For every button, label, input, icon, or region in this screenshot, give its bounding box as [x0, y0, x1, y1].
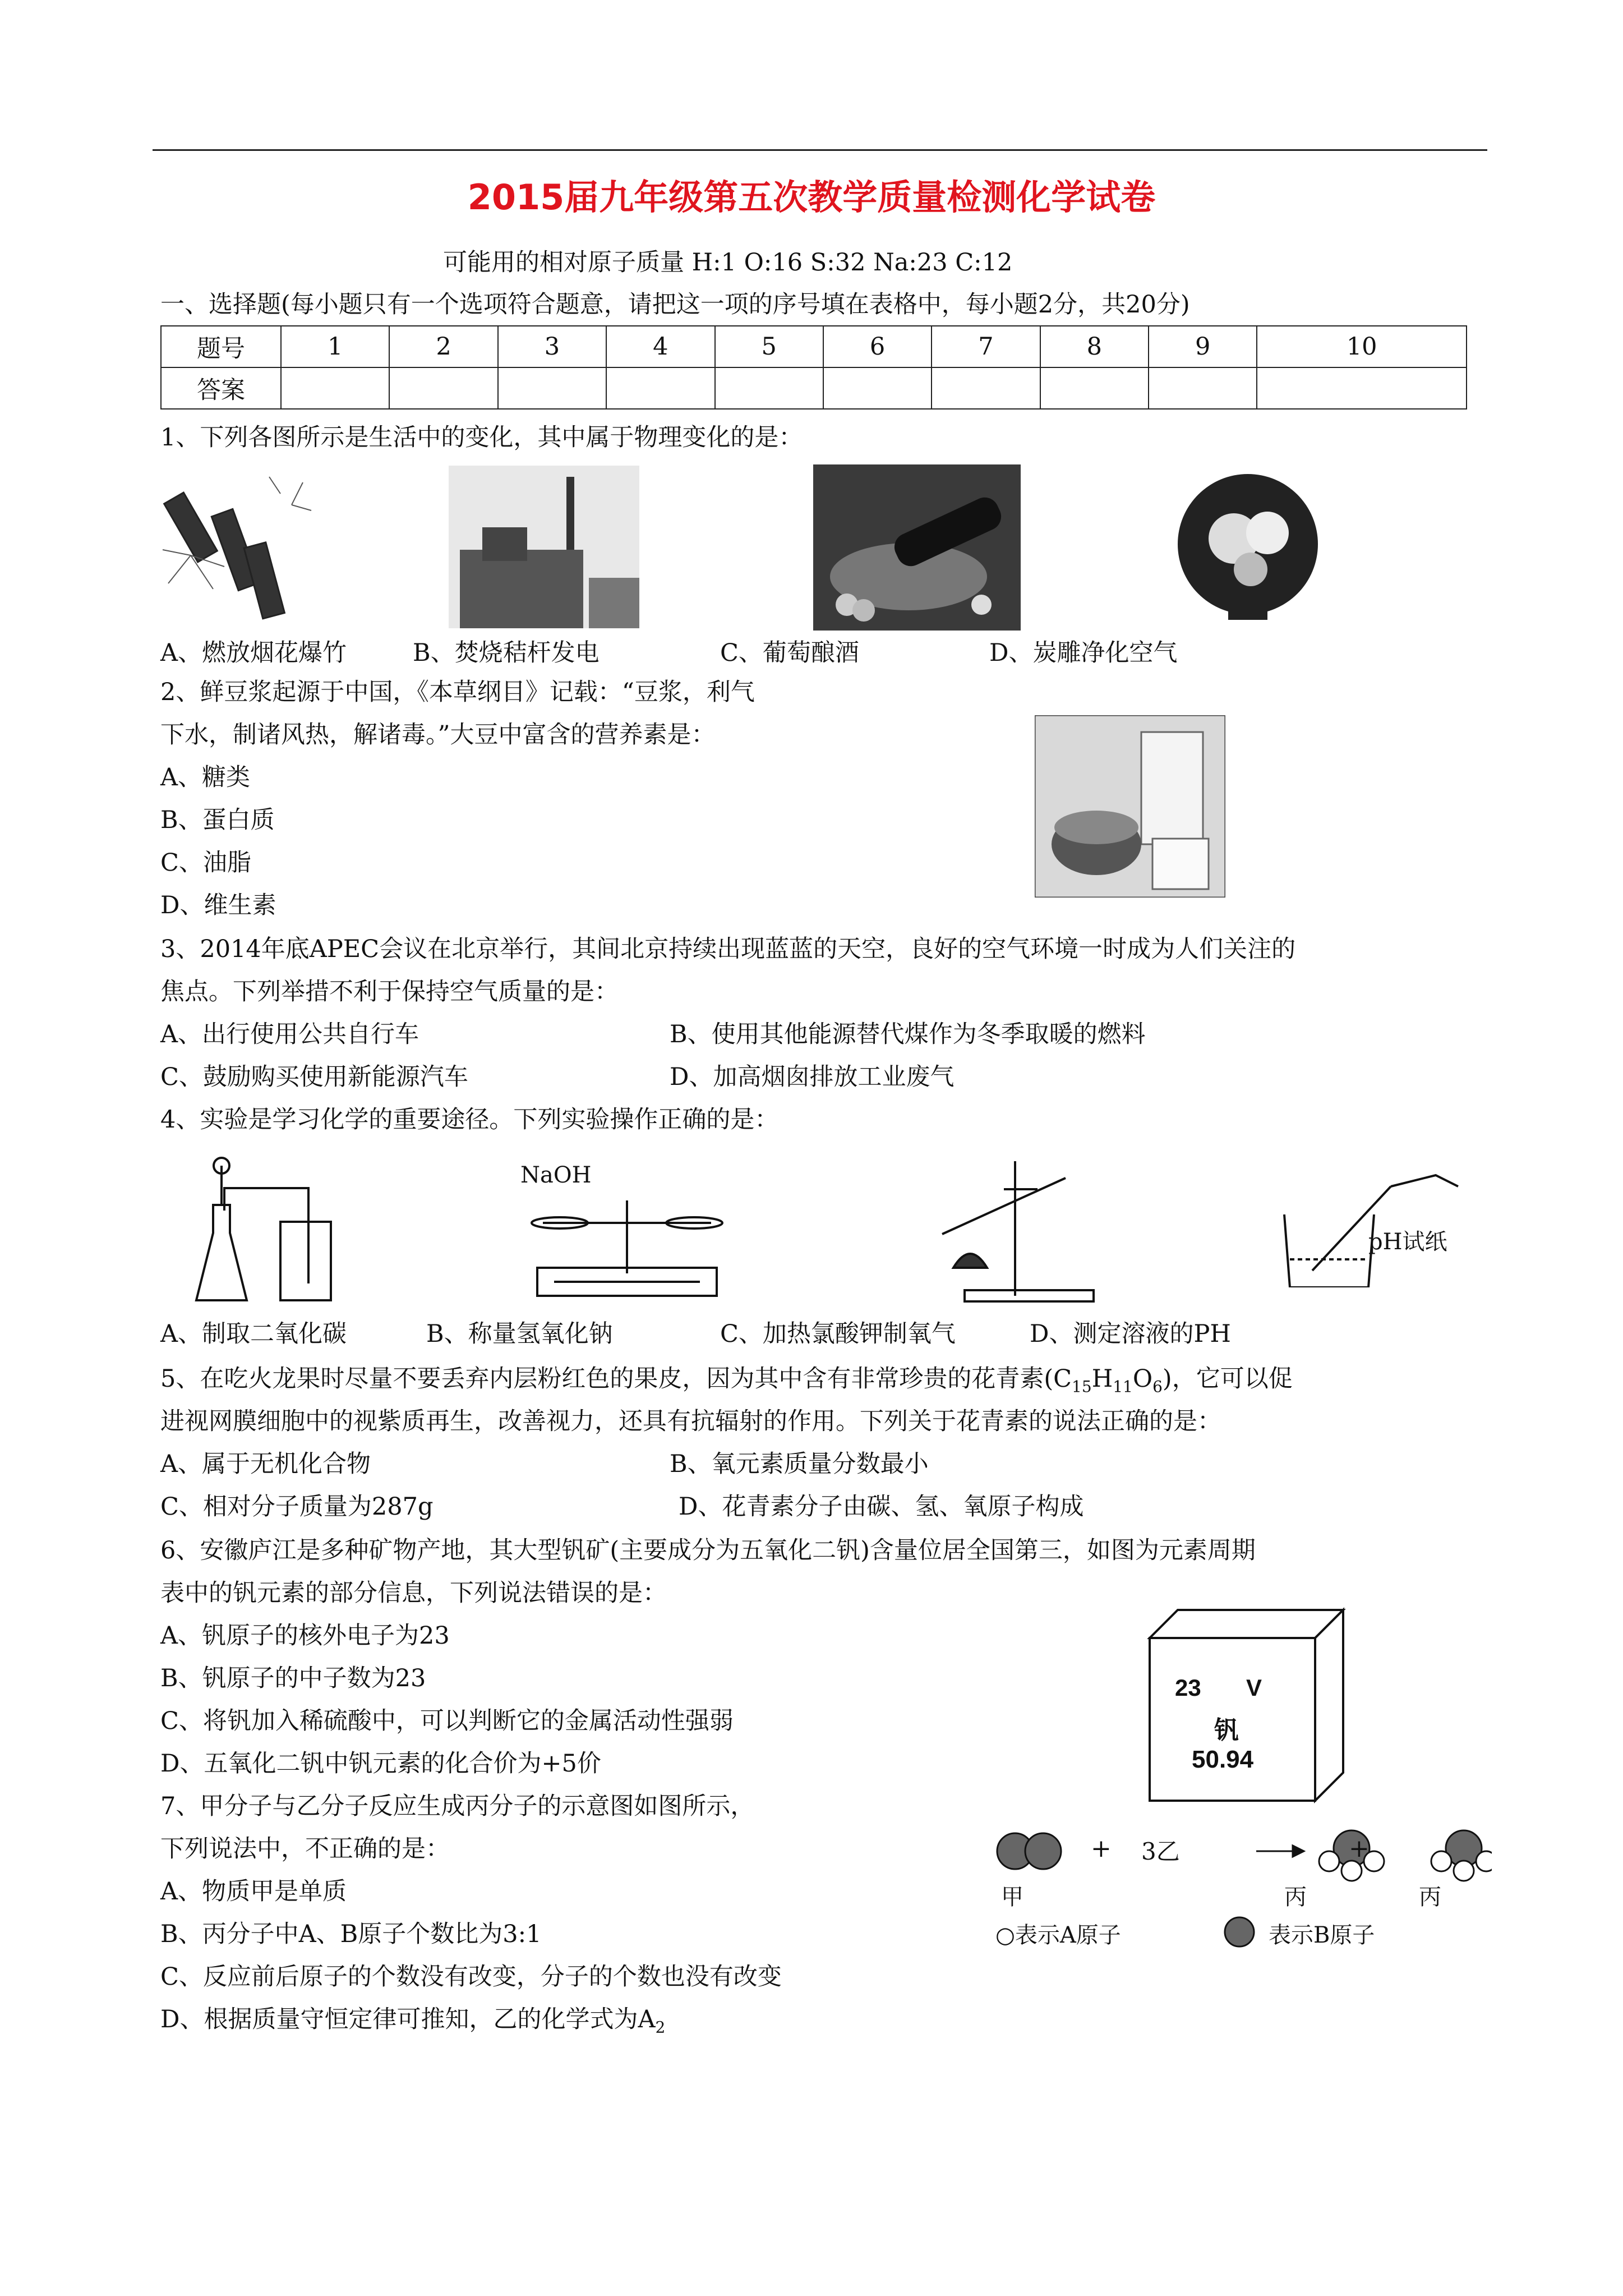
label-bing-1: 丙 [1284, 1884, 1307, 1910]
q1-option-a: A、燃放烟花爆竹 [160, 639, 347, 667]
q7-stem-1: 7、甲分子与乙分子反应生成丙分子的示意图如图所示， [160, 1792, 755, 1820]
q5-stem-1: 5、在吃火龙果时尽量不要丢弃内层粉红色的果皮，因为其中含有非常珍贵的花青素$(C_{15}H_{11}O_6)$，它可以促 [160, 1365, 1293, 1396]
wine-image [813, 464, 1021, 631]
plus-sign: + [1349, 1834, 1370, 1863]
q6-option-d: D、五氧化二钒中钒元素的化合价为+5价 [160, 1750, 601, 1778]
q4-option-d: D、测定溶液的PH [1030, 1320, 1231, 1348]
vanadium-element-cube [1144, 1604, 1352, 1806]
ph-paper-label: pH试纸 [1368, 1229, 1447, 1255]
q4-option-b: B、称量氢氧化钠 [426, 1320, 613, 1348]
soy-milk-image [1035, 715, 1225, 898]
table-cell: 9 [1149, 326, 1257, 367]
heating-apparatus-image [931, 1156, 1099, 1307]
q6-option-b: B、钒原子的中子数为23 [160, 1664, 426, 1692]
table-cell: 2 [389, 326, 497, 367]
q3-option-c: C、鼓励购买使用新能源汽车 [160, 1063, 468, 1091]
q7-stem-2: 下列说法中，不正确的是： [160, 1835, 450, 1863]
table-cell: 1 [281, 326, 389, 367]
q2-stem-2: 下水，制诸风热，解诸毒。”大豆中富含的营养素是： [160, 721, 716, 749]
answer-cell[interactable] [498, 367, 606, 409]
answer-cell[interactable] [389, 367, 497, 409]
co2-apparatus-image [179, 1154, 342, 1306]
table-cell: 7 [932, 326, 1040, 367]
answer-cell[interactable] [932, 367, 1040, 409]
label-jia: 甲 [1001, 1884, 1023, 1910]
element-number: 23 [1175, 1674, 1201, 1701]
section1-heading: 一、选择题(每小题只有一个选项符合题意，请把这一项的序号填在表格中，每小题2分，共20分) [160, 291, 1190, 319]
firecracker-image [157, 471, 314, 623]
q2-option-b: B、蛋白质 [160, 806, 275, 834]
legend-b-atom: 表示B原子 [1269, 1922, 1375, 1948]
table-cell: 8 [1040, 326, 1149, 367]
q5-option-a: A、属于无机化合物 [160, 1450, 371, 1478]
table-cell: 3 [498, 326, 606, 367]
q1-option-c: C、葡萄酿酒 [720, 639, 859, 667]
element-mass: 50.94 [1192, 1746, 1254, 1773]
answer-cell[interactable] [606, 367, 714, 409]
top-rule [153, 149, 1487, 151]
answer-cell[interactable] [1257, 367, 1467, 409]
q3-stem-1: 3、2014年底APEC会议在北京举行，其间北京持续出现蓝蓝的天空，良好的空气环境一时成为人们关注的 [160, 935, 1296, 963]
table-cell: 答案 [161, 367, 281, 409]
q3-stem-2: 焦点。下列举措不利于保持空气质量的是： [160, 978, 619, 1006]
table-cell: 6 [823, 326, 932, 367]
q6-stem-2: 表中的钒元素的部分信息，下列说法错误的是： [160, 1579, 667, 1607]
q5-stem-2: 进视网膜细胞中的视紫质再生，改善视力，还具有抗辐射的作用。下列关于花青素的说法正确的是： [160, 1407, 1221, 1435]
q3-option-b: B、使用其他能源替代煤作为冬季取暖的燃料 [670, 1020, 1146, 1048]
atomic-mass-note: 可能用的相对原子质量 H:1 O:16 S:32 Na:23 C:12 [443, 249, 1013, 277]
q3-option-d: D、加高烟囱排放工业废气 [670, 1063, 955, 1091]
table-cell: 10 [1257, 326, 1467, 367]
naoh-label: NaOH [520, 1162, 592, 1188]
q5-option-b: B、氧元素质量分数最小 [670, 1450, 929, 1478]
table-row [161, 326, 1467, 367]
element-name: 钒 [1214, 1716, 1239, 1745]
q6-option-a: A、钒原子的核外电子为23 [160, 1622, 450, 1650]
answer-cell[interactable] [1040, 367, 1149, 409]
q4-stem: 4、实验是学习化学的重要途径。下列实验操作正确的是： [160, 1106, 779, 1134]
q1-option-d: D、炭雕净化空气 [989, 639, 1178, 667]
q2-option-d: D、维生素 [160, 891, 276, 919]
reaction-diagram [987, 1818, 1492, 1896]
q3-option-a: A、出行使用公共自行车 [160, 1020, 419, 1048]
q2-option-c: C、油脂 [160, 849, 251, 877]
q7-option-b: B、丙分子中A、B原子个数比为3:1 [160, 1920, 542, 1948]
b-atom-icon [1223, 1915, 1256, 1949]
q4-option-c: C、加热氯酸钾制氧气 [720, 1320, 956, 1348]
label-bing-2: 丙 [1419, 1884, 1441, 1910]
q4-option-a: A、制取二氧化碳 [160, 1320, 347, 1348]
coefficient-yi: 3乙 [1141, 1838, 1180, 1865]
answer-cell[interactable] [1149, 367, 1257, 409]
plus-sign: + [1091, 1834, 1112, 1863]
table-cell: 题号 [161, 326, 281, 367]
element-symbol: V [1246, 1674, 1262, 1701]
answer-cell[interactable] [823, 367, 932, 409]
q5-option-d: D、花青素分子由碳、氢、氧原子构成 [679, 1493, 1084, 1521]
answer-cell[interactable] [281, 367, 389, 409]
legend-a-atom: ○表示A原子 [995, 1922, 1121, 1948]
answer-cell[interactable] [715, 367, 823, 409]
q2-option-a: A、糖类 [160, 763, 251, 792]
balance-image [520, 1189, 734, 1301]
q1-stem: 1、下列各图所示是生活中的变化，其中属于物理变化的是： [160, 424, 803, 452]
charcoal-carving-image [1172, 471, 1324, 623]
q1-option-b: B、焚烧秸杆发电 [413, 639, 600, 667]
power-plant-image [449, 466, 639, 628]
q6-stem-1: 6、安徽庐江是多种矿物产地，其大型钒矿(主要成分为五氧化二钒)含量位居全国第三，如图为元素周期 [160, 1536, 1256, 1565]
q7-option-c: C、反应前后原子的个数没有改变，分子的个数也没有改变 [160, 1963, 782, 1991]
table-row [161, 367, 1467, 409]
q2-stem-1: 2、鲜豆浆起源于中国，《本草纲目》记载：“豆浆，利气 [160, 678, 755, 706]
q7-option-a: A、物质甲是单质 [160, 1878, 347, 1906]
q7-option-d: D、根据质量守恒定律可推知，乙的化学式为$A_2$ [160, 2005, 666, 2037]
q5-option-c: C、相对分子质量为287g [160, 1493, 434, 1521]
table-cell: 4 [606, 326, 714, 367]
answer-table [160, 325, 1467, 409]
page-title: 2015届九年级第五次教学质量检测化学试卷 [467, 177, 1156, 218]
table-cell: 5 [715, 326, 823, 367]
q6-option-c: C、将钒加入稀硫酸中，可以判断它的金属活动性强弱 [160, 1707, 734, 1735]
